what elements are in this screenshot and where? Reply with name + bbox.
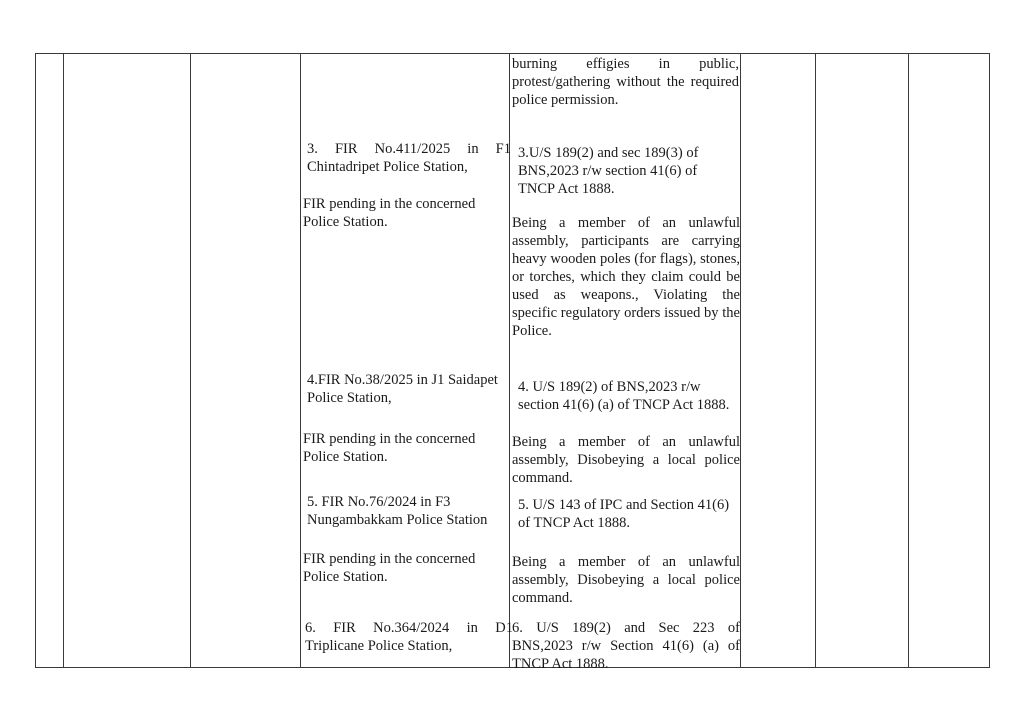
offence-description-block: Being a member of an unlawful assembly, Disobeying a local police command. (512, 434, 740, 486)
fir-detail-block: 3. FIR No.411/2025 in F1 Chintadripet Police Station, (307, 141, 511, 175)
offence-description-block: Being a member of an unlawful assembly, Disobeying a local police command. (512, 554, 740, 606)
fir-status-block: FIR pending in the concerned Police Station. (303, 431, 476, 465)
offence-description-block: Being a member of an unlawful assembly, participants are carrying heavy wooden poles (for flags), stones, or torches, which they claim could be used as weapons., Violating the specific regulatory orders issued by the Police. (512, 215, 740, 339)
fir-detail-block: 5. FIR No.76/2024 in F3 Nungambakkam Police Station (307, 494, 488, 528)
fir-detail-block: 4.FIR No.38/2025 in J1 Saidapet Police Station, (307, 372, 498, 406)
table-cell-3 (191, 54, 301, 667)
offence-section-block: 5. U/S 143 of IPC and Section 41(6) of TNCP Act 1888. (518, 497, 730, 531)
table-cell-fir-details (301, 54, 513, 667)
offence-section-block: 4. U/S 189(2) of BNS,2023 r/w section 41(6) (a) of TNCP Act 1888. (518, 379, 730, 413)
fir-status-block: FIR pending in the concerned Police Station. (303, 196, 476, 230)
offence-section-block: 6. U/S 189(2) and Sec 223 of BNS,2023 r/w Section 41(6) (a) of TNCP Act 1888. (512, 620, 740, 672)
table-cell-offence-sections (510, 54, 741, 672)
offence-description-block: burning effigies in public, protest/gathering without the required police permission. (512, 56, 739, 108)
offence-section-block: 3.U/S 189(2) and sec 189(3) of BNS,2023 r/w section 41(6) of TNCP Act 1888. (518, 145, 699, 197)
fir-detail-block: 6. FIR No.364/2024 in D1 Triplicane Police Station, (305, 620, 513, 654)
table-cell-2 (64, 54, 191, 667)
table-cell-7 (816, 54, 909, 667)
fir-table (35, 53, 990, 672)
table-cell-8 (909, 54, 989, 667)
table-cell-serial (36, 54, 64, 667)
table-cell-6 (741, 54, 816, 667)
fir-status-block: FIR pending in the concerned Police Station. (303, 551, 476, 585)
